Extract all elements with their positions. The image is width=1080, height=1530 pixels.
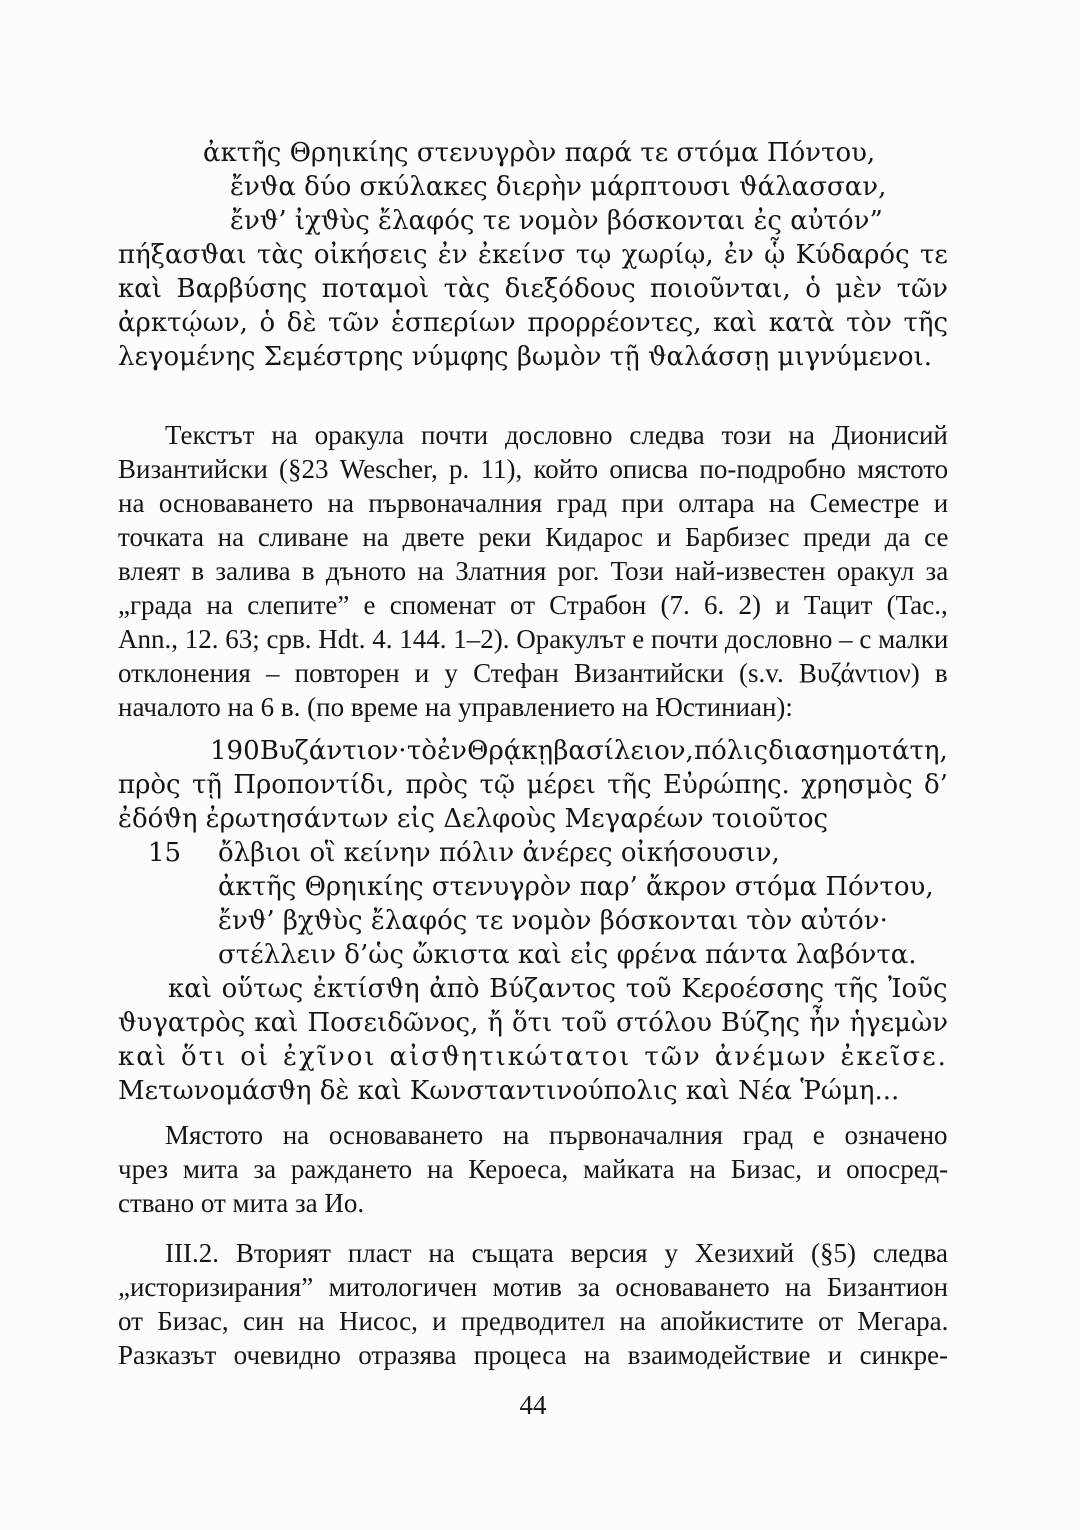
text-line xyxy=(118,520,948,554)
verse-line-text: ὄλβιοι οἳ κείνην πόλιν ἀνέρες οἰκήσουσιν, xyxy=(218,838,780,868)
text-line xyxy=(118,1074,948,1108)
paragraph-oracle-text xyxy=(118,418,948,724)
text-line xyxy=(118,170,948,204)
text-line-content: Текстът на оракула почти дословно следва този на Дионисий xyxy=(165,420,948,450)
text-line-content: πήξασϑαι τὰς οἰκήσεις ἐν ἐκείνσ τῳ χωρίῳ, ἐν ᾧ Κύδαρός τε xyxy=(118,240,948,270)
text-line-content: καὶ ὅτι οἱ ἐχῖνοι αἰσϑητικώτατοι τῶν ἀνέμων ἐκεῖσε. xyxy=(118,1042,948,1072)
text-line xyxy=(118,1186,948,1220)
text-line-content: ἔνϑ’ βχϑὺς ἔλαφός τε νομὸν βόσκονται τὸν αὐτόν· xyxy=(218,906,888,936)
verse-line-with-number xyxy=(118,836,948,870)
text-line xyxy=(118,238,948,272)
text-line xyxy=(118,1118,948,1152)
text-line xyxy=(118,622,948,656)
text-line xyxy=(118,136,948,170)
greek-quote-stephanus xyxy=(118,734,948,1108)
greek-quote-stephanus-tail xyxy=(118,870,948,1108)
text-line xyxy=(118,802,948,836)
page-text-block xyxy=(118,136,948,1422)
text-line-content: Мястото на основаването на първоначалния град е означено xyxy=(165,1120,948,1150)
text-line-content: στέλλειν δ’ὡς ὤκιστα καὶ εἰς φρένα πάντα λαβόντα. xyxy=(218,940,917,970)
text-line-content: „историзирания” митологичен мотив за основаването на Бизантион xyxy=(118,1272,949,1302)
text-line xyxy=(118,554,948,588)
text-line-content: ἀρκτῴων, ὁ δὲ τῶν ἑσπερίων προρρέοντες, καὶ κατὰ τὸν τῆς xyxy=(118,308,949,338)
text-line-content: Византийски (§23 Wescher, p. 11), който описва по-подробно мястото xyxy=(118,454,949,484)
text-line-content: ἔνϑ’ ἰχϑὺς ἔλαφός τε νομὸν βόσκονται ἐς αὐτόν” xyxy=(230,206,883,236)
greek-quote-top xyxy=(118,136,948,374)
text-line-content: 190 Βυζάντιον· τὸ ἐν Θρᾴκῃ βασίλειον, πόλις διασημοτάτη, xyxy=(210,736,948,766)
text-line-content: отклонения – повторен и у Стефан Византийски (s.v. Βυζάντιον) в xyxy=(118,658,948,688)
text-line xyxy=(118,1006,948,1040)
text-line-content: λεγομένης Σεμέστρης νύμφης βωμὸν τῇ ϑαλάσσῃ μιγνύμενοι. xyxy=(118,342,932,372)
text-line xyxy=(118,1152,948,1186)
text-line xyxy=(118,1236,948,1270)
text-line-content: III.2. Вторият пласт на същата версия у Хезихий (§5) следва xyxy=(165,1238,949,1268)
text-line xyxy=(118,656,948,690)
text-line xyxy=(118,938,948,972)
text-line-content: точката на сливане на двете реки Кидарос и Барбизес преди да се xyxy=(118,522,949,552)
text-line xyxy=(118,904,948,938)
text-line xyxy=(118,486,948,520)
text-line xyxy=(118,870,948,904)
text-line-content: ϑυγατρὸς καὶ Ποσειδῶνος, ἤ ὅτι τοῦ στόλου Βύζης ἦν ἡγεμὼν xyxy=(118,1008,949,1038)
text-line xyxy=(118,734,948,768)
text-line xyxy=(118,204,948,238)
text-line xyxy=(118,690,948,724)
text-line xyxy=(118,1338,948,1372)
paragraph-founding-place xyxy=(118,1118,948,1220)
text-line xyxy=(118,588,948,622)
text-line xyxy=(118,340,948,374)
text-line-content: чрез мита за раждането на Кероеса, майката на Бизас, и опосред- xyxy=(118,1154,949,1184)
text-line-content: ствано от мита за Ио. xyxy=(118,1188,365,1218)
text-line xyxy=(118,306,948,340)
greek-quote-stephanus-head xyxy=(118,734,948,836)
text-line-content: от Бизас, син на Нисос, и предводител на апойкистите от Мегара. xyxy=(118,1306,949,1336)
text-line-content: καὶ Βαρβύσης ποταμοὶ τὰς διεξόδους ποιοῦνται, ὁ μὲν τῶν xyxy=(118,274,948,304)
text-line xyxy=(118,1304,948,1338)
text-line-content: ἔνϑα δύο σκύλακες διερὴν μάρπτουσι ϑάλασσαν, xyxy=(230,172,887,202)
text-line-content: ἀκτῆς Θρηικίης στενυγρὸν παρ’ ἄκρον στόμα Πόντου, xyxy=(218,872,934,902)
text-line-content: Ann., 12. 63; срв. Hdt. 4. 144. 1–2). Оракулът е почти дословно – с малки xyxy=(118,624,949,654)
text-line-content: „града на слепите” е споменат от Страбон (7. 6. 2) и Тацит (Tac., xyxy=(118,590,948,620)
text-line-content: влеят в залива в дъното на Златния рог. Този най-известен оракул за xyxy=(118,556,949,586)
text-line xyxy=(118,452,948,486)
page-number: 44 xyxy=(519,1390,547,1420)
text-line xyxy=(118,272,948,306)
text-line-content: началото на 6 в. (по време на управлението на Юстиниан): xyxy=(118,692,793,722)
text-line xyxy=(118,418,948,452)
text-line xyxy=(118,972,948,1006)
paragraph-section-iii2 xyxy=(118,1236,948,1372)
text-line-content: Μετωνομάσϑη δὲ καὶ Κωνσταντινούπολις καὶ Νέα Ῥώμη... xyxy=(118,1076,900,1106)
text-line-content: на основаването на първоначалния град при олтара на Семестре и xyxy=(118,488,949,518)
text-line-content: Разказът очевидно отразява процеса на взаимодействие и синкре- xyxy=(118,1340,949,1370)
text-line-content: καὶ οὕτως ἐκτίσϑη ἀπὸ Βύζαντος τοῦ Κεροέσσης τῆς Ἰοῦς xyxy=(168,974,948,1004)
text-line-content: ἐδόϑη ἐρωτησάντων εἰς Δελφοὺς Μεγαρέων τοιοῦτος xyxy=(118,804,829,834)
text-line xyxy=(118,768,948,802)
text-line xyxy=(118,1040,948,1074)
text-line-content: πρὸς τῇ Προποντίδι, πρὸς τῷ μέρει τῆς Εὐρώπης. χρησμὸς δ’ xyxy=(118,770,948,800)
text-line xyxy=(118,1270,948,1304)
text-line-content: ἀκτῆς Θρηικίης στενυγρὸν παρά τε στόμα Πόντου, xyxy=(203,138,876,168)
verse-line-number: 15 xyxy=(148,838,182,868)
